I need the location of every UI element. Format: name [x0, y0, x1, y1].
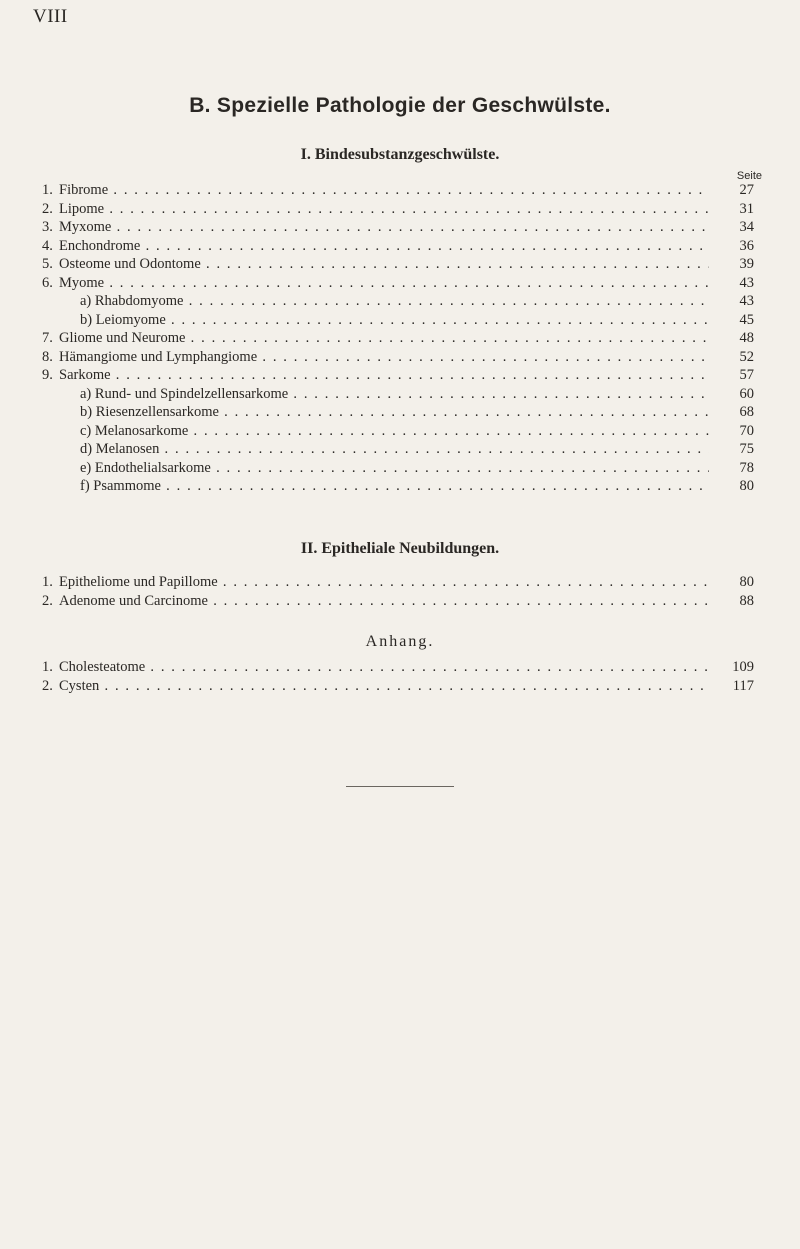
toc-entry: [0, 218, 800, 237]
toc-entry-label: d) Melanosen . . .: [80, 440, 709, 459]
toc-entry-number: 5.: [42, 256, 53, 272]
toc-entry-page: 31: [739, 200, 754, 217]
toc-list-section-3: [0, 658, 800, 695]
toc-entry-label: c) Melanosarkome . . .: [80, 422, 709, 441]
toc-entry: [0, 274, 800, 293]
toc-entry-label: Myome . . .: [59, 274, 709, 293]
toc-entry-page: 27: [739, 182, 754, 198]
toc-entry-label: Myxome . . .: [59, 218, 709, 237]
toc-entry-number: 2.: [42, 677, 53, 694]
toc-entry-label: a) Rhabdomyome . . .: [80, 292, 709, 311]
toc-entry: [0, 366, 800, 385]
toc-entry-number: 9.: [42, 367, 53, 383]
toc-entry: [0, 422, 800, 441]
toc-entry-label: Sarkome . . .: [59, 366, 709, 385]
toc-entry-page: 68: [739, 404, 754, 420]
toc-entry-number: 6.: [42, 274, 53, 291]
toc-entry-number: 1.: [42, 574, 53, 590]
toc-entry-label: f) Psammome . . .: [80, 477, 709, 496]
toc-entry-label: Osteome und Odontome . . .: [59, 255, 709, 274]
toc-entry-page: 34: [739, 219, 754, 235]
toc-entry-page: 36: [739, 237, 754, 254]
toc-list-section-2: [0, 573, 800, 610]
toc-entry-page: 57: [739, 367, 754, 383]
toc-entry-page: 80: [739, 574, 754, 590]
toc-entry-label: Lipome . . .: [59, 200, 709, 219]
toc-entry-number: 4.: [42, 237, 53, 254]
toc-entry-page: 78: [739, 459, 754, 476]
toc-entry: [0, 237, 800, 256]
toc-entry-number: 7.: [42, 330, 53, 346]
toc-entry: [0, 440, 800, 459]
toc-entry-label: Epitheliome und Papillome . . .: [59, 573, 709, 592]
toc-entry-page: 75: [739, 441, 754, 457]
toc-entry-page: 45: [739, 311, 754, 328]
toc-entry-label: Hämangiome und Lymphangiome . . .: [59, 348, 709, 367]
toc-entry-page: 60: [739, 385, 754, 402]
toc-entry-page: 43: [739, 293, 754, 309]
toc-entry-page: 109: [732, 659, 754, 675]
toc-entry-label: Adenome und Carcinome . . .: [59, 592, 709, 611]
toc-entry-number: 3.: [42, 219, 53, 235]
toc-entry-number: 2.: [42, 200, 53, 217]
toc-entry-label: Fibrome . . .: [59, 181, 709, 200]
toc-entry-label: Cholesteatome . . .: [59, 658, 709, 677]
toc-entry-number: 1.: [42, 182, 53, 198]
toc-entry-label: e) Endothelialsarkome . . .: [80, 459, 709, 478]
toc-entry-label: b) Leiomyome . . .: [80, 311, 709, 330]
toc-entry: [0, 292, 800, 311]
page-number: VIII: [33, 6, 68, 27]
toc-entry-number: 2.: [42, 592, 53, 609]
toc-entry: [0, 459, 800, 478]
toc-list-section-1: [0, 181, 800, 496]
toc-entry-number: 1.: [42, 659, 53, 675]
toc-entry: [0, 592, 800, 611]
toc-entry: [0, 311, 800, 330]
section-heading-2: II. Epitheliale Neubildungen.: [300, 540, 500, 557]
toc-entry-number: 8.: [42, 348, 53, 365]
toc-entry: [0, 348, 800, 367]
page-column-label: Seite: [736, 170, 762, 182]
page-title: B. Spezielle Pathologie der Geschwülste.: [189, 94, 611, 117]
toc-entry: [0, 329, 800, 348]
section-heading-3: Anhang.: [365, 633, 435, 650]
toc-entry: [0, 181, 800, 200]
toc-entry-page: 80: [739, 478, 754, 494]
toc-entry: [0, 573, 800, 592]
toc-entry: [0, 658, 800, 677]
toc-entry-label: Gliome und Neurome . . .: [59, 329, 709, 348]
toc-entry-label: a) Rund- und Spindelzellensarkome . . .: [80, 385, 709, 404]
toc-entry: [0, 385, 800, 404]
toc-entry-page: 39: [739, 256, 754, 272]
toc-entry: [0, 255, 800, 274]
toc-entry-label: b) Riesenzellensarkome . . .: [80, 403, 709, 422]
section-heading-1: I. Bindesubstanzgeschwülste.: [300, 146, 500, 163]
toc-entry-label: Enchondrome . . .: [59, 237, 709, 256]
toc-entry: [0, 677, 800, 696]
toc-entry-page: 52: [739, 348, 754, 365]
toc-entry-page: 117: [732, 677, 754, 694]
toc-entry: [0, 200, 800, 219]
end-rule: [346, 786, 454, 787]
toc-entry-page: 48: [739, 330, 754, 346]
toc-entry: [0, 403, 800, 422]
toc-entry-page: 43: [739, 274, 754, 291]
toc-entry-page: 88: [739, 592, 754, 609]
toc-entry: [0, 477, 800, 496]
toc-entry-page: 70: [739, 422, 754, 439]
toc-entry-label: Cysten . . .: [59, 677, 709, 696]
